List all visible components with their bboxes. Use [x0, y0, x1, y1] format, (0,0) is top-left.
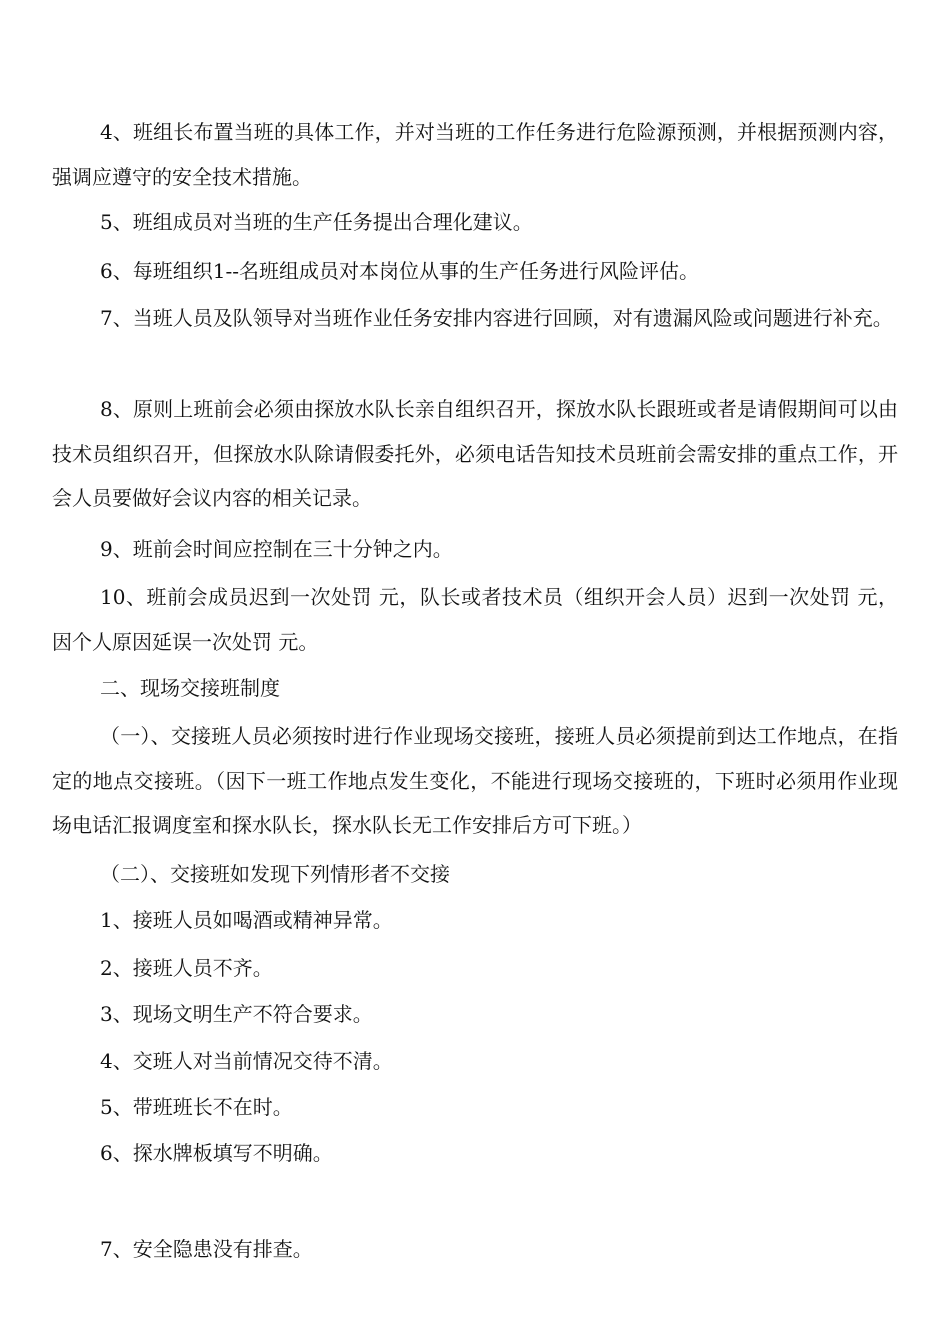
paragraph-item-10: 10、班前会成员迟到一次处罚 元，队长或者技术员（组织开会人员）迟到一次处罚 元，因个人原因延误一次处罚 元。: [52, 585, 898, 654]
paragraph-item-7: 7、当班人员及队领导对当班作业任务安排内容进行回顾，对有遗漏风险或问题进行补充。: [100, 306, 893, 330]
paragraph-item-4: 4、班组长布置当班的具体工作，并对当班的工作任务进行危险源预测，并根据预测内容，强调应遵守的安全技术措施。: [52, 120, 898, 189]
paragraph-subsection-1: （一）、交接班人员必须按时进行作业现场交接班，接班人员必须提前到达工作地点，在指定的地点交接班。（因下一班工作地点发生变化，不能进行现场交接班的，下班时必须用作业现场电话汇报调度室和探水队长，探水队长无工作安排后方可下班。）: [52, 724, 898, 837]
paragraph-item-9: 9、班前会时间应控制在三十分钟之内。: [100, 537, 453, 561]
paragraph-item-6: 6、每班组织1--名班组成员对本岗位从事的生产任务进行风险评估。: [100, 259, 699, 283]
list-item: 3、现场文明生产不符合要求。: [100, 1002, 373, 1026]
list-item: 6、探水牌板填写不明确。: [100, 1141, 333, 1165]
list-item: 5、带班班长不在时。: [100, 1095, 293, 1119]
list-item: 7、安全隐患没有排查。: [100, 1237, 313, 1261]
list-item: 2、接班人员不齐。: [100, 956, 273, 980]
paragraph-item-5: 5、班组成员对当班的生产任务提出合理化建议。: [100, 210, 533, 234]
paragraph-subsection-2: （二）、交接班如发现下列情形者不交接: [100, 862, 450, 886]
paragraph-item-8: 8、原则上班前会必须由探放水队长亲自组织召开，探放水队长跟班或者是请假期间可以由技术员组织召开，但探放水队除请假委托外，必须电话告知技术员班前会需安排的重点工作，开会人员要做好会议内容的相关记录。: [52, 397, 898, 510]
section-heading: 二、现场交接班制度: [100, 676, 280, 700]
list-item: 1、接班人员如喝酒或精神异常。: [100, 908, 393, 932]
list-item: 4、交班人对当前情况交待不清。: [100, 1049, 393, 1073]
